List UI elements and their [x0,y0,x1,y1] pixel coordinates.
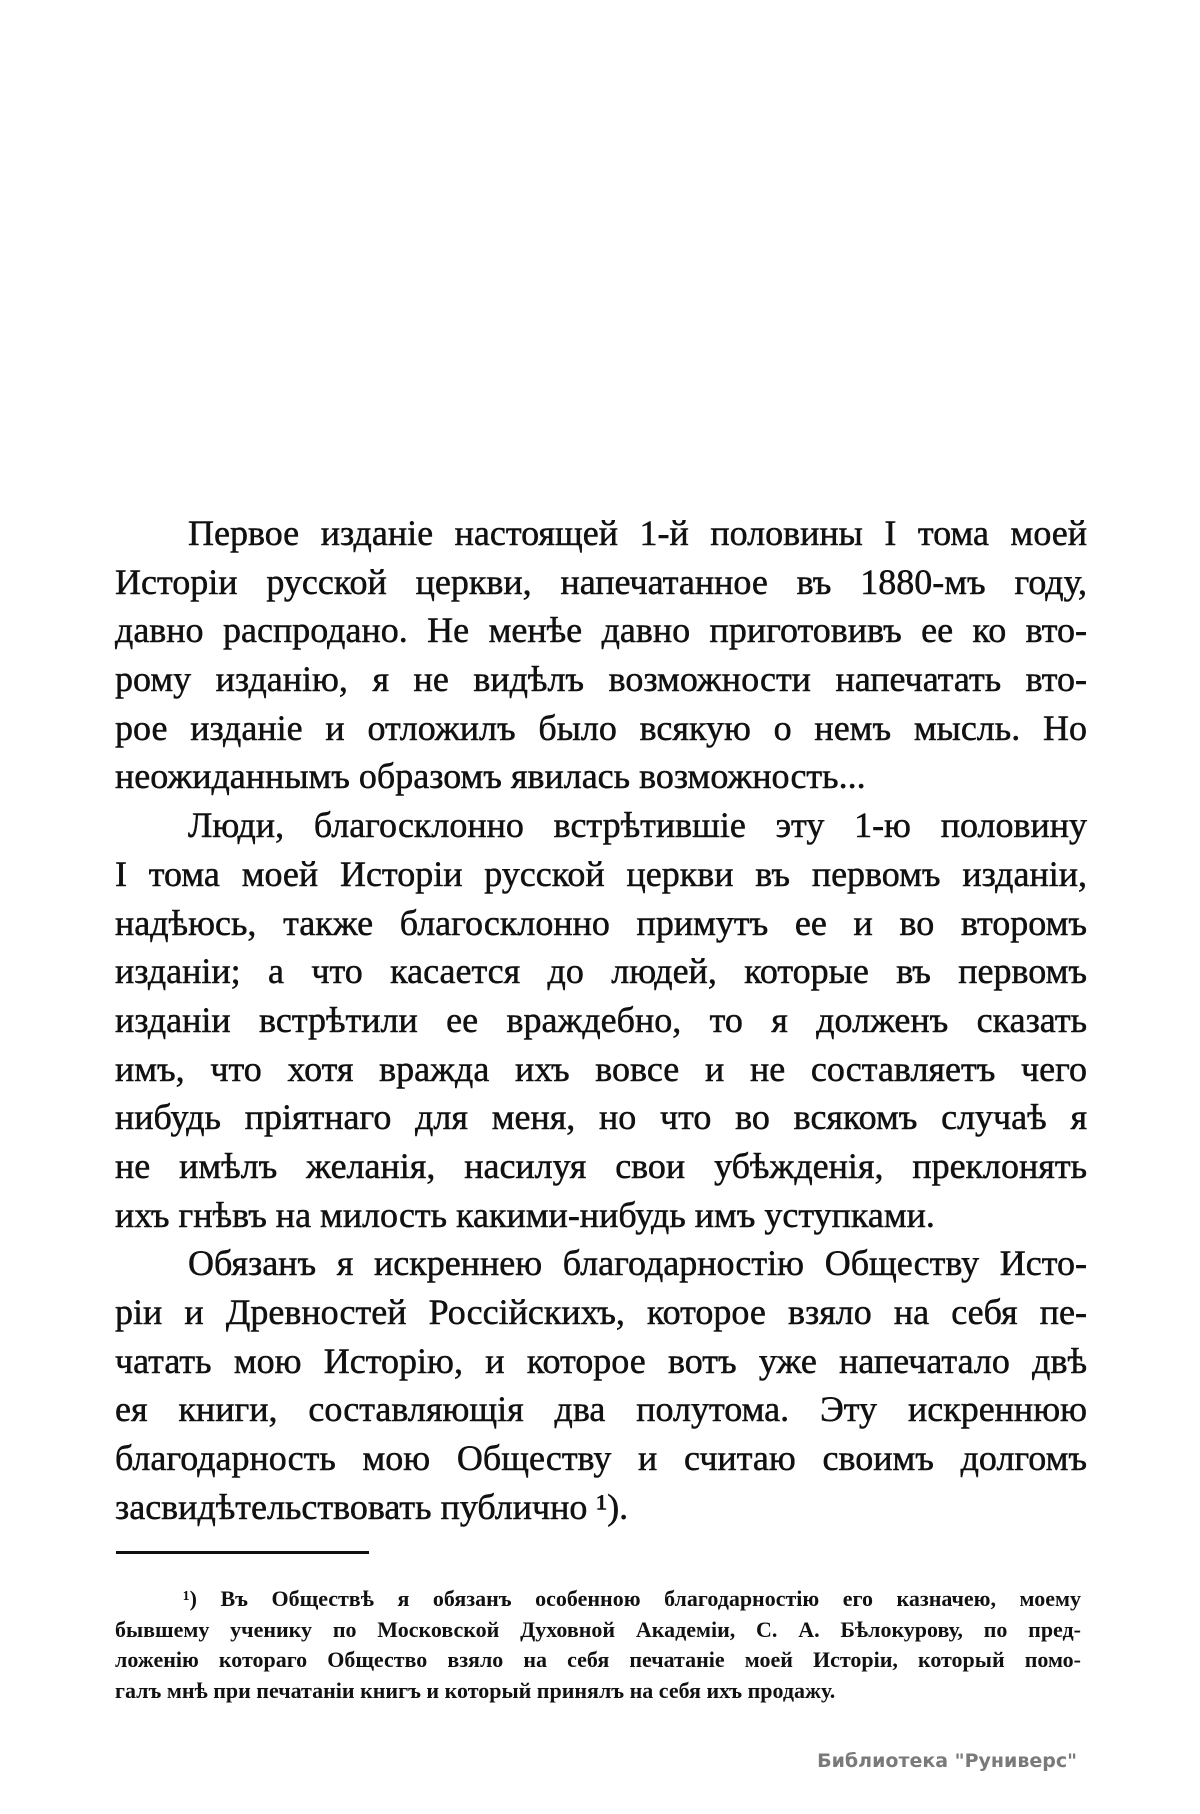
text-line: рое изданіе и отложилъ было всякую о немъ мысль. Но [115,707,1087,748]
text-line: имъ, что хотя вражда ихъ вовсе и не составляетъ чего [115,1048,1087,1089]
footnote-line: бывшему ученику по Московской Духовной Академіи, С. А. Бѣлокурову, по пред- [115,1616,1081,1642]
text-line: нибудь пріятнаго для меня, но что во всякомъ случаѣ я [115,1097,1087,1138]
text-line: ея книги, составляющія два полутома. Эту искреннюю [115,1389,1087,1430]
text-line: давно распродано. Не менѣе давно приготовивъ ее ко вто- [115,610,1087,651]
text-line: I тома моей Исторіи русской церкви въ первомъ изданіи, [115,853,1087,894]
text-line: изданіи встрѣтили ее враждебно, то я долженъ сказать [115,999,1087,1040]
text-line: засвидѣтельствовать публично ¹). [115,1486,629,1527]
footnote-separator [116,1551,369,1554]
text-line: чатать мою Исторію, и которое вотъ уже напечатало двѣ [115,1340,1087,1381]
text-line: Обязанъ я искреннею благодарностію Обществу Исто- [188,1243,1087,1284]
text-line: ихъ гнѣвъ на милость какими-нибудь имъ уступками. [115,1194,935,1235]
text-line: не имѣлъ желанія, насилуя свои убѣжденія, преклонять [115,1145,1087,1186]
text-line: изданіи; а что касается до людей, которые въ первомъ [115,951,1087,992]
footnote [115,1584,1081,1706]
text-line: Первое изданіе настоящей 1-й половины I тома моей [188,513,1087,553]
text-line: Исторіи русской церкви, напечатанное въ 1880-мъ году, [115,561,1087,602]
text-line: Люди, благосклонно встрѣтившіе эту 1-ю половину [188,805,1087,846]
text-line: неожиданнымъ образомъ явилась возможность... [115,756,866,797]
main-text [115,509,1087,1531]
text-line: надѣюсь, также благосклонно примутъ ее и во второмъ [115,902,1087,943]
text-line: рому изданію, я не видѣлъ возможности напечатать вто- [115,659,1087,700]
text-line: благодарность мою Обществу и считаю своимъ долгомъ [115,1438,1087,1479]
library-watermark: Библиотека "Руниверс" [817,1750,1077,1772]
footnote-line: галъ мнѣ при печатаніи книгъ и который принялъ на себя ихъ продажу. [115,1677,836,1703]
footnote-line: ¹) Въ Обществѣ я обязанъ особенною благодарностію его казначею, моему [183,1586,1081,1611]
footnote-line: ложенію котораго Общество взяло на себя печатаніе моей Исторіи, который помо- [115,1647,1081,1672]
text-line: ріи и Древностей Россійскихъ, которое взяло на себя пе- [115,1292,1087,1332]
